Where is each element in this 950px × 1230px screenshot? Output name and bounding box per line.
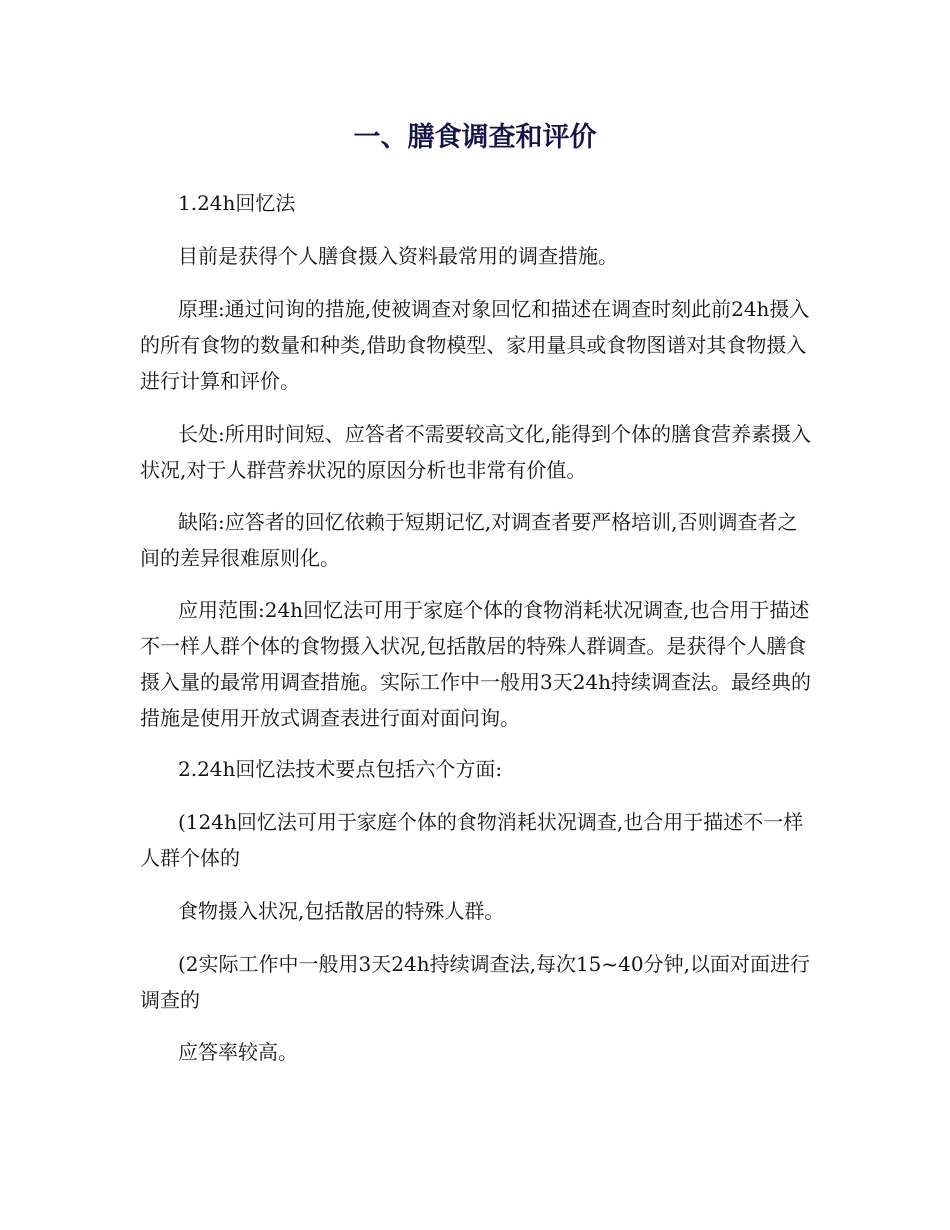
paragraph-point-2: (2实际工作中一般用3天24h持续调查法,每次15~40分钟,以面对面进行调查的 <box>140 952 810 1012</box>
paragraph-point-2-continued: 应答率较高。 <box>178 1040 298 1064</box>
page-title: 一、膳食调查和评价 <box>353 122 597 153</box>
paragraph-heading-24h-recall: 1.24h回忆法 <box>178 191 296 215</box>
paragraph-scope: 应用范围:24h回忆法可用于家庭个体的食物消耗状况调查,也合用于描述不一样人群个体的食物摄入状况,包括散居的特殊人群调查。是获得个人膳食摄入量的最常用调查措施。实际工作中一般用3天24h持续调查法。最经典的措施是使用开放式调查表进行面对面问询。 <box>140 598 812 730</box>
paragraph-intro: 目前是获得个人膳食摄入资料最常用的调查措施。 <box>178 244 618 268</box>
paragraph-principle: 原理:通过问询的措施,使被调查对象回忆和描述在调查时刻此前24h摄入的所有食物的数量和种类,借助食物模型、家用量具或食物图谱对其食物摄入进行计算和评价。 <box>140 297 810 393</box>
paragraph-advantages: 长处:所用时间短、应答者不需要较高文化,能得到个体的膳食营养素摄入状况,对于人群营养状况的原因分析也非常有价值。 <box>140 422 812 482</box>
paragraph-point-1: (124h回忆法可用于家庭个体的食物消耗状况调查,也合用于描述不一样人群个体的 <box>140 810 804 870</box>
paragraph-point-1-continued: 食物摄入状况,包括散居的特殊人群。 <box>178 899 505 923</box>
paragraph-drawbacks: 缺陷:应答者的回忆依赖于短期记忆,对调查者要严格培训,否则调查者之间的差异很难原则化。 <box>140 510 798 570</box>
paragraph-heading-technical-points: 2.24h回忆法技术要点包括六个方面: <box>178 757 503 781</box>
